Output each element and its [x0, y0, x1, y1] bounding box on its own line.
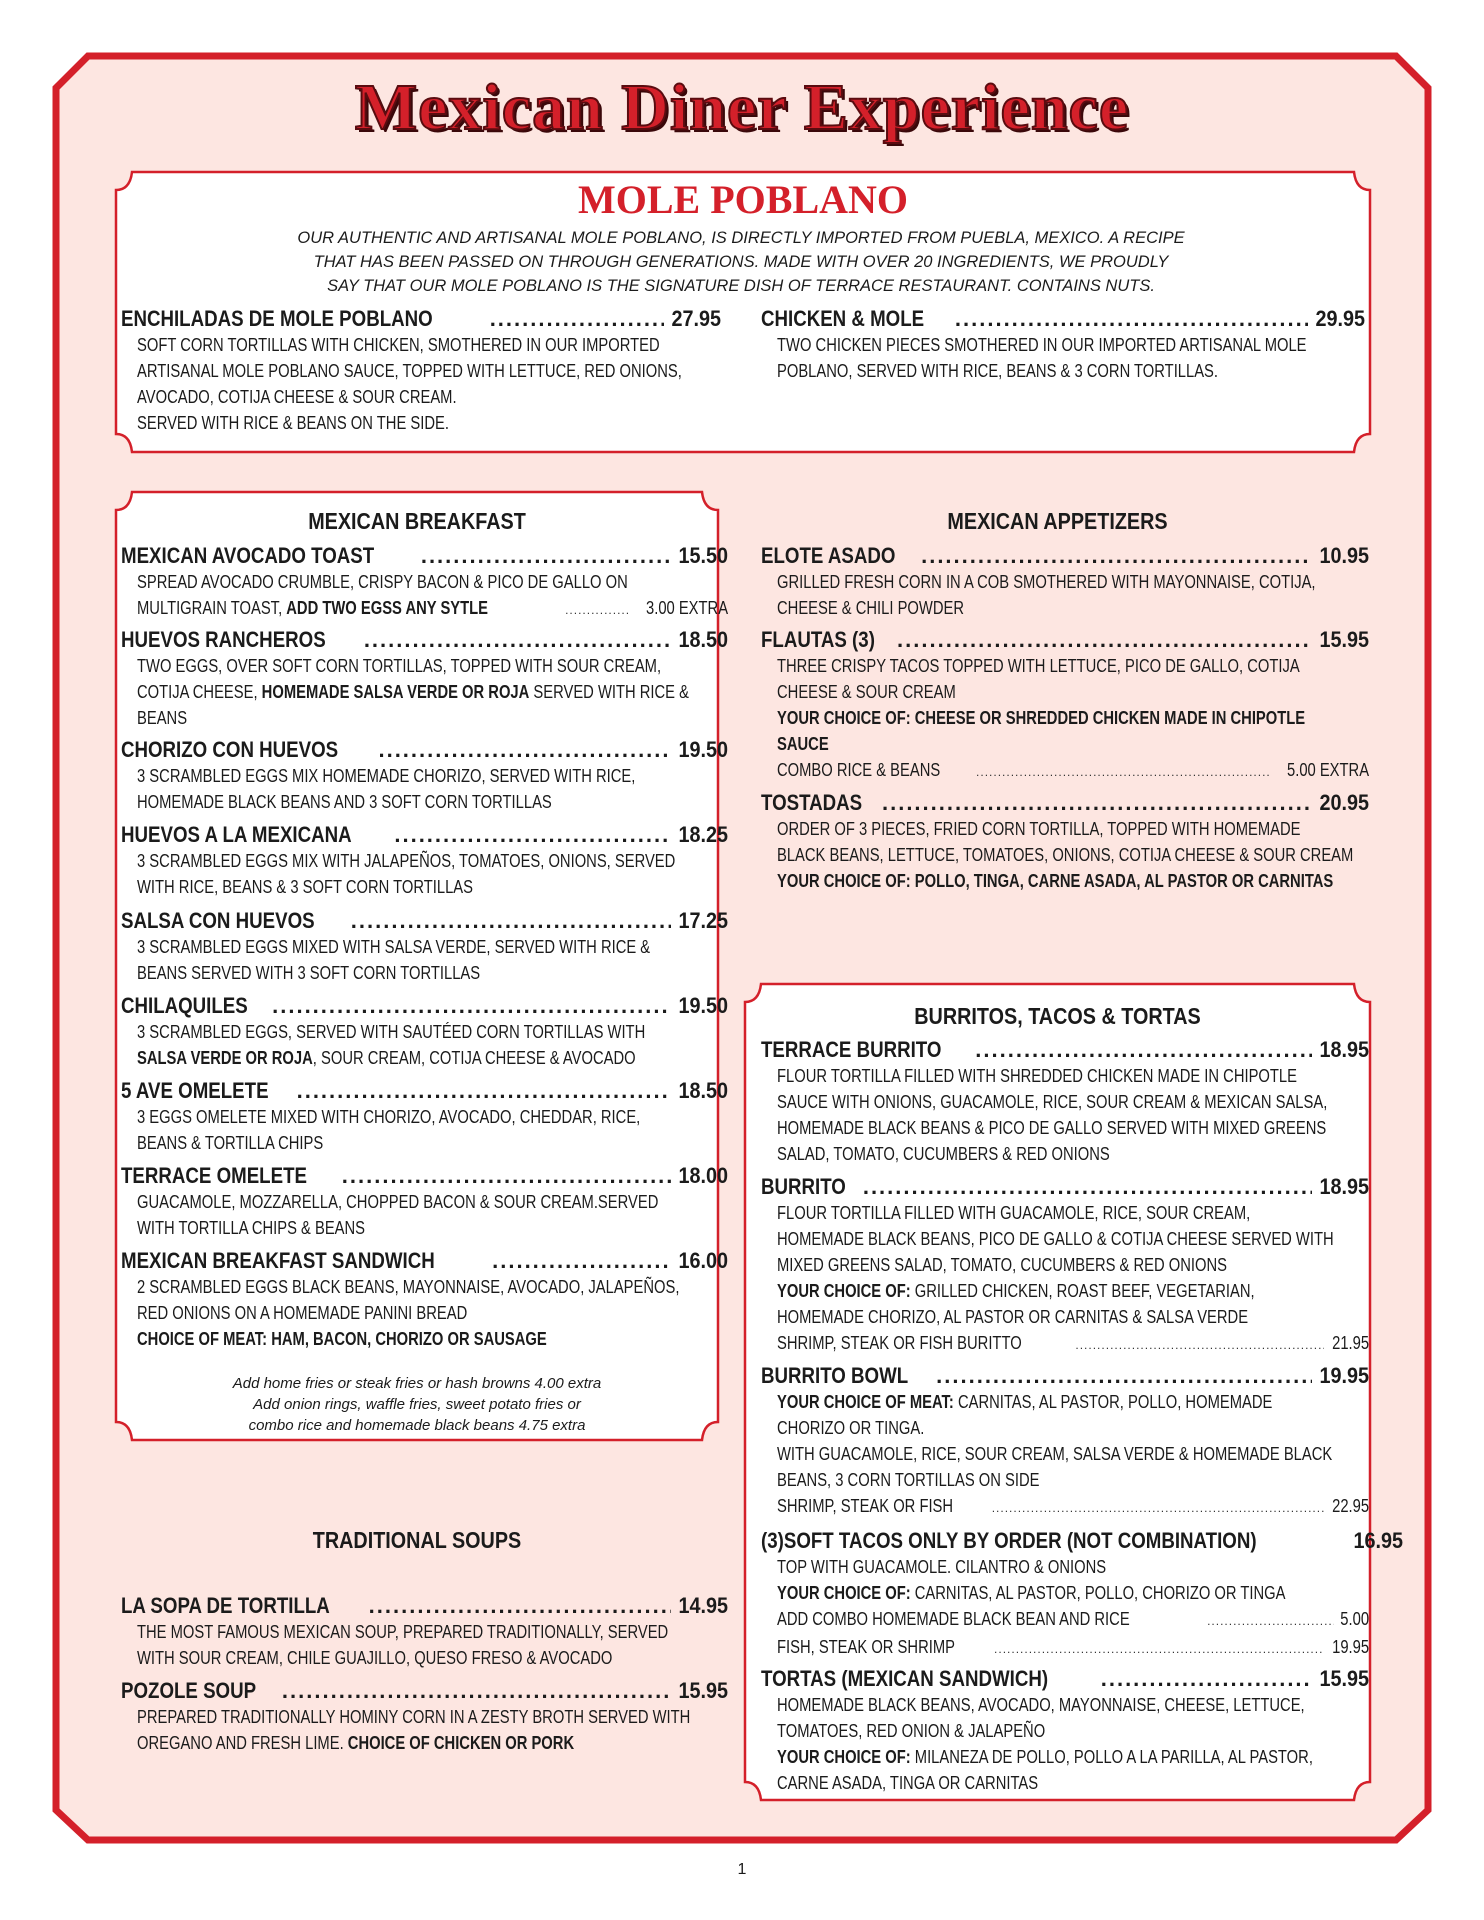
item-price: 18.50: [678, 627, 728, 652]
restaurant-title: Mexican Diner Experience: [354, 71, 1130, 144]
item-name: CHICKEN & MOLE: [761, 306, 925, 331]
mole-title: MOLE POBLANO: [577, 177, 909, 222]
item-description: TWO CHICKEN PIECES SMOTHERED IN OUR IMPORTED ARTISANAL MOLE POBLANO, SERVED WITH RICE, BEANS & 3 CORN TORTILLAS.: [777, 335, 1307, 381]
item-name: POZOLE SOUP: [121, 1678, 257, 1703]
menu-item: HUEVOS RANCHEROS ..... 18.50 TWO EGGS, OVER SOFT CORN TORTILLAS, TOPPED WITH SOUR CREAM, COTIJA CHEESE, HOMEMADE SALSA VERDE OR ROJA SERVED WITH RICE & BEANS: [121, 627, 728, 731]
item-extra: COMBO RICE & BEANS ..... 5.00 EXTRA: [761, 757, 1369, 785]
item-price: 17.25: [678, 908, 728, 933]
item-price: 16.00: [678, 1248, 728, 1273]
item-name: TOSTADAS: [761, 790, 863, 815]
item-name: HUEVOS A LA MEXICANA: [121, 822, 352, 847]
menu-item: (3)SOFT TACOS ONLY BY ORDER (NOT COMBINATION) 16.95 TOP WITH GUACAMOLE. CILANTRO & ONIONS YOUR CHOICE OF: CARNITAS, AL PASTOR, POLLO, CHORIZO OR TINGA ADD COMBO HOMEMADE BLACK BEAN AND RICE ..... 5.00 FISH, STEAK OR SHRIMP ..... 19.95: [761, 1528, 1369, 1662]
menu-item: LA SOPA DE TORTILLA ..... 14.95 THE MOST FAMOUS MEXICAN SOUP, PREPARED TRADITIONALLY, SERVED WITH SOUR CREAM, CHILE GUAJILLO, QUESO FRESO & AVOCADO: [121, 1593, 728, 1671]
item-price: 18.00: [678, 1163, 728, 1188]
item-name: TERRACE OMELETE: [121, 1163, 307, 1188]
item-extra: SHRIMP, STEAK OR FISH BURITTO ..... 21.95: [761, 1330, 1369, 1358]
menu-item: TORTAS (MEXICAN SANDWICH) ..... 15.95 HOMEMADE BLACK BEANS, AVOCADO, MAYONNAISE, CHEESE, LETTUCE, TOMATOES, RED ONION & JALAPEÑO YOUR CHOICE OF: MILANEZA DE POLLO, POLLO A LA PARILLA, AL PASTOR, CARNE ASADA, TINGA OR CARNITAS: [761, 1666, 1369, 1796]
breakfast-sides-note: Add home fries or steak fries or hash browns 4.00 extra Add onion rings, waffle fries, sweet potato fries or combo rice and homemade black beans 4.75 extra: [232, 1375, 602, 1434]
item-price: 16.95: [1353, 1528, 1404, 1553]
menu-item: FLAUTAS (3) ..... 15.95 THREE CRISPY TACOS TOPPED WITH LETTUCE, PICO DE GALLO, COTIJA CHEESE & SOUR CREAM YOUR CHOICE OF: CHEESE OR SHREDDED CHICKEN MADE IN CHIPOTLE SAUCE COMBO RICE & BEANS ..... 5.00 EXTRA: [761, 627, 1369, 785]
section-title-breakfast: MEXICAN BREAKFAST: [308, 508, 526, 534]
item-price: 15.50: [678, 543, 728, 568]
menu-item: POZOLE SOUP ..... 15.95 PREPARED TRADITIONALLY HOMINY CORN IN A ZESTY BROTH SERVED WITH OREGANO AND FRESH LIME. CHOICE OF CHICKEN OR PORK: [121, 1678, 728, 1756]
item-price: 19.50: [678, 737, 728, 762]
item-name: (3)SOFT TACOS ONLY BY ORDER (NOT COMBINATION): [761, 1528, 1257, 1553]
section-title-appetizers: MEXICAN APPETIZERS: [947, 508, 1168, 534]
item-price: 29.95: [1315, 306, 1365, 331]
item-name: MEXICAN BREAKFAST SANDWICH: [121, 1248, 435, 1273]
item-name: LA SOPA DE TORTILLA: [121, 1593, 330, 1618]
menu-item: TERRACE OMELETE ..... 18.00 GUACAMOLE, MOZZARELLA, CHOPPED BACON & SOUR CREAM.SERVED WITH TORTILLA CHIPS & BEANS: [121, 1163, 728, 1241]
item-name: MEXICAN AVOCADO TOAST: [121, 543, 375, 568]
menu-item: 5 AVE OMELETE ..... 18.50 3 EGGS OMELETE MIXED WITH CHORIZO, AVOCADO, CHEDDAR, RICE, BEANS & TORTILLA CHIPS: [121, 1078, 728, 1156]
menu-item: [121, 306, 721, 436]
section-title-burritos: BURRITOS, TACOS & TORTAS: [914, 1003, 1201, 1029]
item-extra: MULTIGRAIN TOAST, ADD TWO EGSS ANY SYTLE ..... 3.00 EXTRA: [121, 595, 728, 623]
item-price: 20.95: [1319, 790, 1369, 815]
item-name: CHORIZO CON HUEVOS: [121, 737, 339, 762]
section-title-soups: TRADITIONAL SOUPS: [312, 1527, 522, 1553]
item-price: 18.50: [678, 1078, 728, 1103]
item-name: HUEVOS RANCHEROS: [121, 627, 326, 652]
menu-item: ELOTE ASADO ..... 10.95 GRILLED FRESH CORN IN A COB SMOTHERED WITH MAYONNAISE, COTIJA, CHEESE & CHILI POWDER: [761, 543, 1369, 621]
menu-item: SALSA CON HUEVOS ..... 17.25 3 SCRAMBLED EGGS MIXED WITH SALSA VERDE, SERVED WITH RICE & BEANS SERVED WITH 3 SOFT CORN TORTILLAS: [121, 908, 728, 986]
item-name: ELOTE ASADO: [761, 543, 896, 568]
menu-item: CHILAQUILES ..... 19.50 3 SCRAMBLED EGGS, SERVED WITH SAUTÉED CORN TORTILLAS WITH SALSA VERDE OR ROJA, SOUR CREAM, COTIJA CHEESE & AVOCADO: [121, 993, 728, 1071]
menu-item: MEXICAN BREAKFAST SANDWICH ..... 16.00 2 SCRAMBLED EGGS BLACK BEANS, MAYONNAISE, AVOCADO, JALAPEÑOS, RED ONIONS ON A HOMEMADE PANINI BREAD CHOICE OF MEAT: HAM, BACON, CHORIZO OR SAUSAGE: [121, 1248, 728, 1352]
mole-intro: OUR AUTHENTIC AND ARTISANAL MOLE POBLANO, IS DIRECTLY IMPORTED FROM PUEBLA, MEXICO. A RECIPE THAT HAS BEEN PASSED ON THROUGH GENERATIONS. MADE WITH OVER 20 INGREDIENTS, WE PROUDLY SAY THAT OUR MOLE POBLANO IS THE SIGNATURE DISH OF TERRACE RESTAURANT. CONTAINS NUTS.: [297, 229, 1185, 295]
menu-item: CHORIZO CON HUEVOS ..... 19.50 3 SCRAMBLED EGGS MIX HOMEMADE CHORIZO, SERVED WITH RICE, HOMEMADE BLACK BEANS AND 3 SOFT CORN TORTILLAS: [121, 737, 728, 815]
item-price: 27.95: [671, 306, 721, 331]
item-name: FLAUTAS (3): [761, 627, 875, 652]
menu-item: [761, 306, 1365, 384]
menu-item: BURRITO BOWL ..... 19.95 YOUR CHOICE OF MEAT: CARNITAS, AL PASTOR, POLLO, HOMEMADE CHORIZO OR TINGA. WITH GUACAMOLE, RICE, SOUR CREAM, SALSA VERDE & HOMEMADE BLACK BEANS, 3 CORN TORTILLAS ON SIDE SHRIMP, STEAK OR FISH ..... 22.95: [761, 1363, 1369, 1521]
item-name: SALSA CON HUEVOS: [121, 908, 315, 933]
item-extra: SHRIMP, STEAK OR FISH ..... 22.95: [761, 1493, 1369, 1521]
menu-item: TERRACE BURRITO ..... 18.95 FLOUR TORTILLA FILLED WITH SHREDDED CHICKEN MADE IN CHIPOTLE SAUCE WITH ONIONS, GUACAMOLE, RICE, SOUR CREAM & MEXICAN SALSA, HOMEMADE BLACK BEANS & PICO DE GALLO SERVED WITH MIXED GREENS SALAD, TOMATO, CUCUMBERS & RED ONIONS: [761, 1037, 1369, 1167]
item-price: 19.50: [678, 993, 728, 1018]
menu-item: TOSTADAS ..... 20.95 ORDER OF 3 PIECES, FRIED CORN TORTILLA, TOPPED WITH HOMEMADE BLACK BEANS, LETTUCE, TOMATOES, ONIONS, COTIJA CHEESE & SOUR CREAM YOUR CHOICE OF: POLLO, TINGA, CARNE ASADA, AL PASTOR OR CARNITAS: [761, 790, 1369, 894]
item-price: 15.95: [1319, 627, 1369, 652]
menu-item: BURRITO ..... 18.95 FLOUR TORTILLA FILLED WITH GUACAMOLE, RICE, SOUR CREAM, HOMEMADE BLACK BEANS, PICO DE GALLO & COTIJA CHEESE SERVED WITH MIXED GREENS SALAD, TOMATO, CUCUMBERS & RED ONIONS YOUR CHOICE OF: GRILLED CHICKEN, ROAST BEEF, VEGETARIAN, HOMEMADE CHORIZO, AL PASTOR OR CARNITAS & SALSA VERDE SHRIMP, STEAK OR FISH BURITTO ..... 21.95: [761, 1174, 1369, 1358]
item-price: 18.25: [678, 822, 728, 847]
page-number: 1: [737, 1861, 747, 1878]
item-price: 18.95: [1319, 1037, 1369, 1062]
item-name: TERRACE BURRITO: [761, 1037, 942, 1062]
menu-item: HUEVOS A LA MEXICANA ..... 18.25 3 SCRAMBLED EGGS MIX WITH JALAPEÑOS, TOMATOES, ONIONS, SERVED WITH RICE, BEANS & 3 SOFT CORN TORTILLAS: [121, 822, 728, 900]
item-price: 19.95: [1319, 1363, 1369, 1388]
item-name: ENCHILADAS DE MOLE POBLANO: [121, 306, 433, 331]
item-price: 14.95: [678, 1593, 728, 1618]
item-price: 18.95: [1319, 1174, 1369, 1199]
item-price: 15.95: [678, 1678, 728, 1703]
item-extra: FISH, STEAK OR SHRIMP ..... 19.95: [761, 1634, 1369, 1662]
item-name: CHILAQUILES: [121, 993, 248, 1018]
item-description: SOFT CORN TORTILLAS WITH CHICKEN, SMOTHERED IN OUR IMPORTED ARTISANAL MOLE POBLANO SAUCE, TOPPED WITH LETTUCE, RED ONIONS, AVOCADO, COTIJA CHEESE & SOUR CREAM. SERVED WITH RICE & BEANS ON THE SIDE.: [137, 335, 682, 433]
item-extra: ADD COMBO HOMEMADE BLACK BEAN AND RICE ..... 5.00: [761, 1606, 1369, 1634]
item-name: TORTAS (MEXICAN SANDWICH): [761, 1666, 1049, 1691]
item-name: BURRITO BOWL: [761, 1363, 909, 1388]
item-price: 15.95: [1319, 1666, 1369, 1691]
item-name: 5 AVE OMELETE: [121, 1078, 269, 1103]
menu-item: MEXICAN AVOCADO TOAST ..... 15.50 SPREAD AVOCADO CRUMBLE, CRISPY BACON & PICO DE GALLO ON MULTIGRAIN TOAST, ADD TWO EGSS ANY SYTLE ..... 3.00 EXTRA: [121, 543, 728, 623]
item-name: BURRITO: [761, 1174, 846, 1199]
item-price: 10.95: [1319, 543, 1369, 568]
